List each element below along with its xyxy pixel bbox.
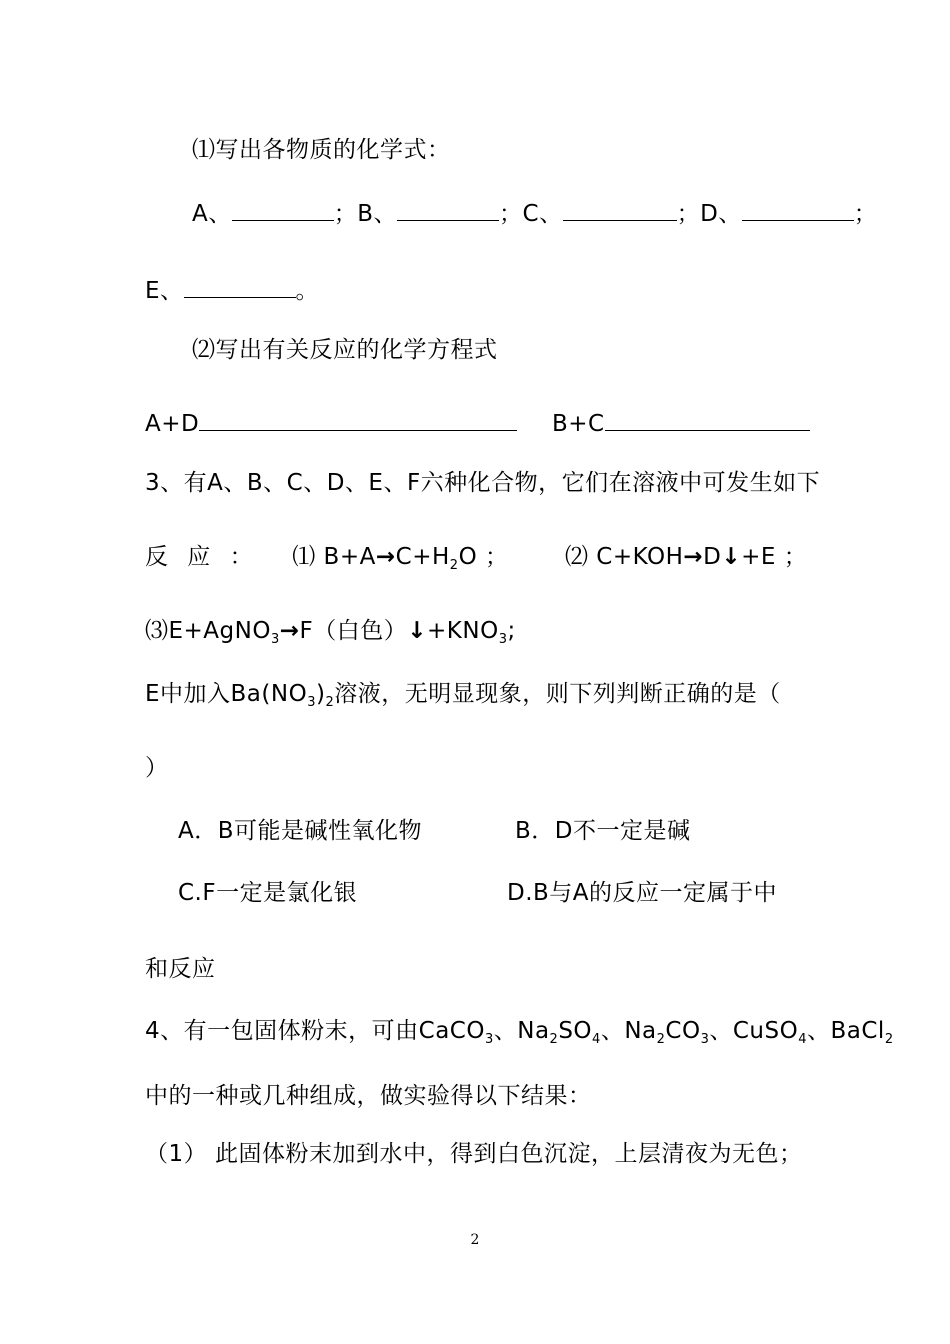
q2-equation-bc: B+C (552, 408, 810, 439)
q3-reaction-3: ⑶E+AgNO$_3$→F（白色）$↓+KNO_3$; (145, 618, 516, 647)
right-arrow-icon: → (279, 618, 300, 644)
q3-reactions-row: 反 应 ： ⑴ $B+A\to C+H_2O$ ； (145, 544, 509, 573)
down-arrow-icon: ↓ (407, 618, 428, 644)
down-arrow-icon: ↓ (721, 544, 742, 570)
option-d-continued: 和反应 (145, 956, 216, 982)
q2-part2-prompt: ⑵写出有关反应的化学方程式 (192, 337, 498, 363)
q2-equations: A+D (145, 408, 517, 439)
right-arrow-icon: → (683, 544, 704, 570)
q2-blanks-row2: E、 。 (145, 275, 319, 306)
q3-stem: 3、有A、B、C、D、E、F六种化合物，它们在溶液中可发生如下 (145, 470, 821, 496)
blank-eq-bc[interactable] (605, 408, 810, 431)
option-d: D.B与A的反应一定属于中 (507, 880, 778, 906)
q3-paren-close: ） (145, 755, 169, 781)
q4-line2: 中的一种或几种组成，做实验得以下结果： (145, 1083, 592, 1109)
q3-condition: E中加入$Ba(NO_3)_2$溶液，无明显现象，则下列判断正确的是（ (145, 681, 781, 710)
page-number: 2 (470, 1232, 480, 1248)
blank-eq-ad[interactable] (199, 408, 517, 431)
option-a: A．B可能是碱性氧化物 (178, 818, 423, 844)
q4-stem: 4、有一包固体粉末，可由CaCO$_3$、$Na_2SO_4$、$Na_2CO_3$、CuSO$_4$、BaCl$_2$ (145, 1018, 894, 1047)
q4-item1: （1） 此固体粉末加到水中，得到白色沉淀，上层清夜为无色； (145, 1141, 803, 1167)
blank-c[interactable] (563, 198, 677, 221)
q3-reaction-2: ⑵ C+KOH→D↓+E ； (565, 544, 808, 570)
blank-a[interactable] (232, 198, 334, 221)
option-b: B．D不一定是碱 (515, 818, 691, 844)
q2-part1-prompt: ⑴写出各物质的化学式： (192, 137, 451, 163)
q2-blanks-row1: A、 ；B、 ；C、 ；D、 ； (192, 198, 877, 229)
blank-e[interactable] (184, 275, 296, 298)
option-c: C.F一定是氯化银 (178, 880, 358, 906)
blank-b[interactable] (397, 198, 499, 221)
blank-d[interactable] (742, 198, 854, 221)
right-arrow-icon: → (375, 544, 396, 570)
